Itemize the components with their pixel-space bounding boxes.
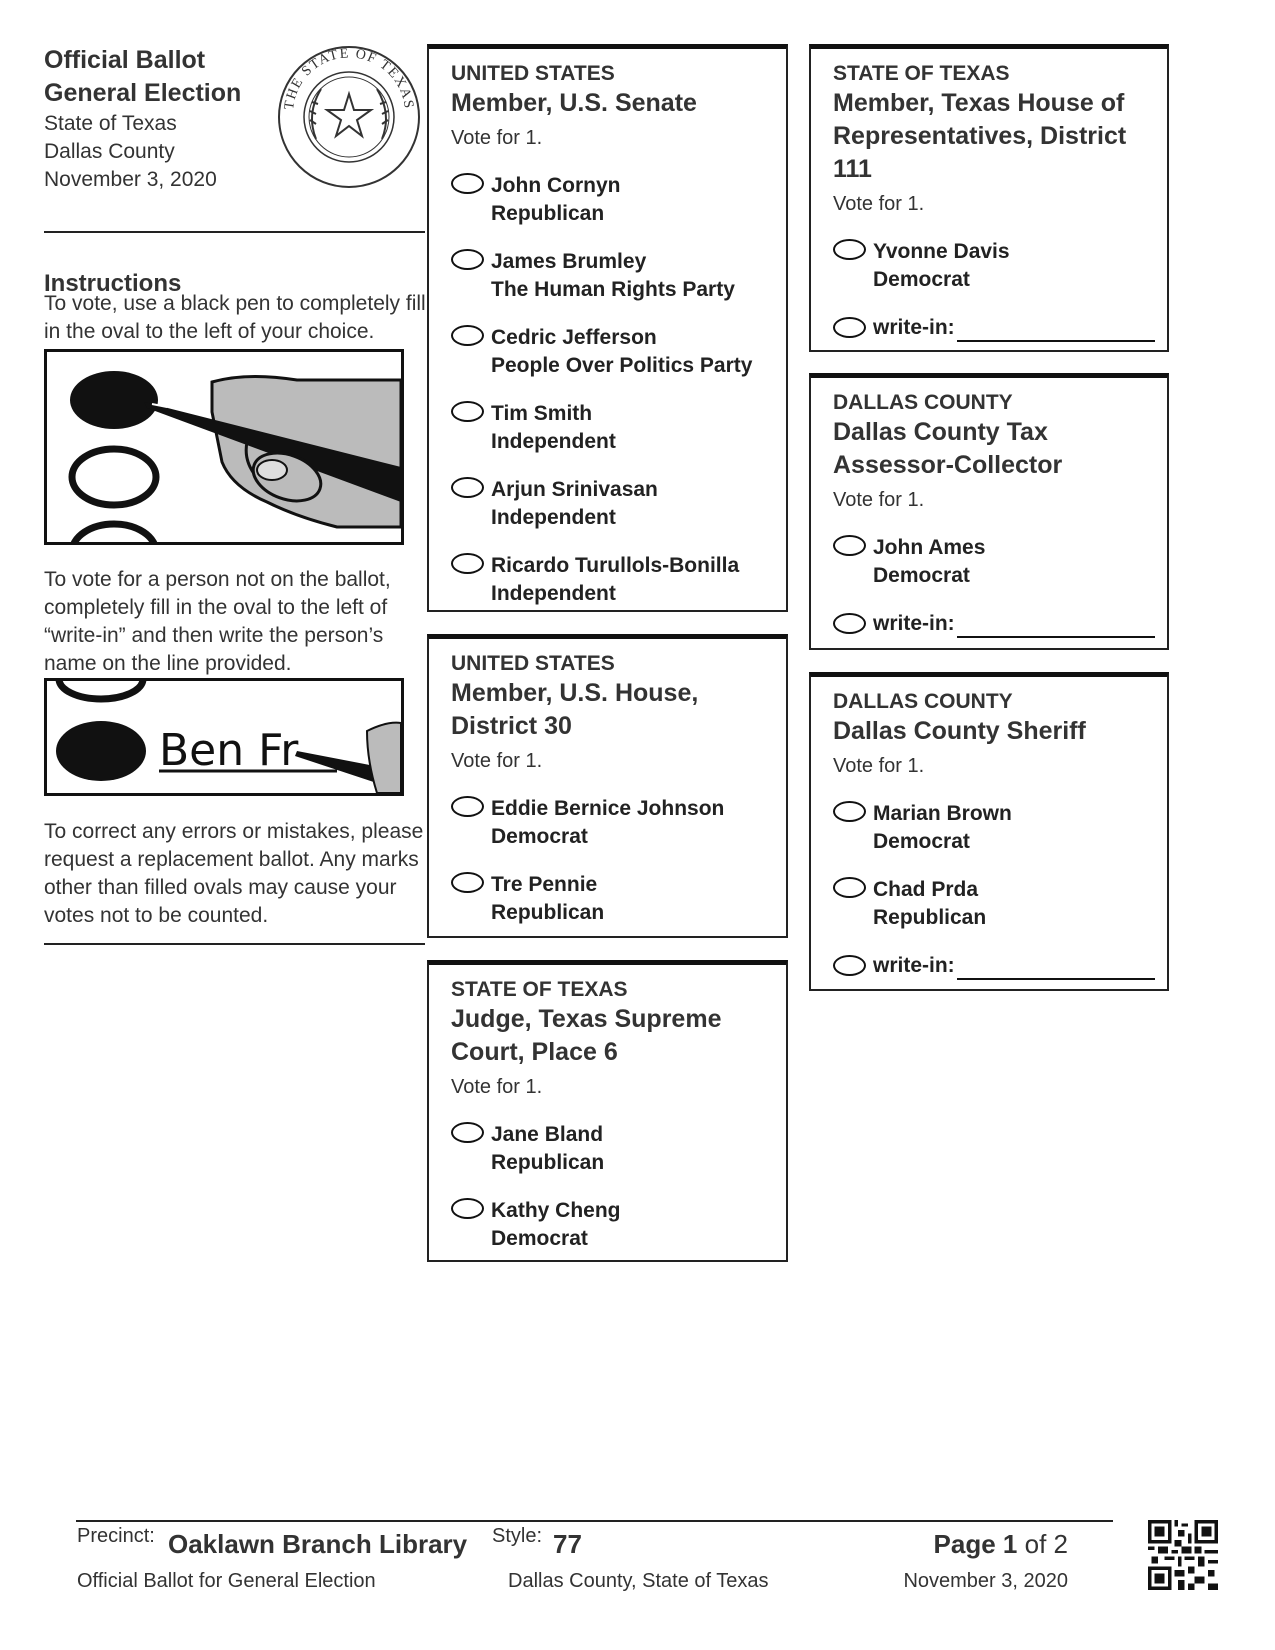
svg-text:THE STATE OF TEXAS (282, 46, 416, 110)
candidate-party: Democrat (873, 564, 970, 587)
candidate-name: Marian Brown (873, 802, 1012, 825)
write-in-line[interactable] (957, 978, 1155, 980)
candidate-name: James Brumley (491, 250, 647, 273)
candidate-option[interactable] (833, 876, 1147, 932)
qr-code-icon (1148, 1520, 1218, 1590)
candidate-party: Republican (873, 906, 987, 929)
candidate-name: Chad Prda (873, 878, 979, 901)
candidate-party: Democrat (873, 830, 970, 853)
page-number: 1 (1002, 1529, 1018, 1559)
contest-jurisdiction: DALLAS COUNTY (833, 391, 1013, 414)
write-in-label: write-in: (873, 954, 955, 977)
seal-text: THE STATE OF TEXAS (282, 46, 416, 111)
write-in-illustration (44, 678, 404, 796)
precinct-label: Precinct: (77, 1525, 155, 1547)
candidate-option[interactable] (451, 871, 766, 927)
candidate-option[interactable] (833, 238, 1147, 294)
candidate-party: Independent (491, 506, 616, 529)
vote-instruction: Vote for 1. (833, 489, 925, 511)
write-in-label: write-in: (873, 316, 955, 339)
candidate-option[interactable] (451, 795, 766, 851)
contest-jurisdiction: STATE OF TEXAS (451, 978, 628, 1001)
pen-hand-icon (47, 352, 401, 542)
page-total: of 2 (1024, 1529, 1068, 1559)
candidate-option[interactable] (451, 400, 766, 456)
contest-office: Dallas County Sheriff (833, 717, 1086, 745)
county-name: Dallas County (44, 140, 175, 163)
candidate-name: Tim Smith (491, 402, 593, 425)
vote-oval[interactable] (451, 796, 484, 817)
vote-oval[interactable] (833, 535, 866, 556)
vote-oval[interactable] (833, 613, 866, 634)
candidate-name: John Ames (873, 536, 986, 559)
vote-oval[interactable] (833, 801, 866, 822)
contest-office: Dallas County Tax Assessor-Collector (833, 418, 1063, 479)
state-name: State of Texas (44, 112, 177, 135)
vote-instruction: Vote for 1. (833, 755, 925, 777)
contest-jurisdiction: DALLAS COUNTY (833, 690, 1013, 713)
vote-instruction: Vote for 1. (451, 127, 543, 149)
candidate-option[interactable] (451, 248, 766, 304)
contest-jurisdiction: STATE OF TEXAS (833, 62, 1010, 85)
divider (44, 943, 425, 945)
candidate-option[interactable] (451, 1197, 766, 1253)
candidate-name: Jane Bland (491, 1123, 604, 1146)
candidate-option[interactable] (451, 324, 766, 380)
write-in-example-text: Ben Fr (159, 725, 299, 776)
vote-instruction: Vote for 1. (833, 193, 925, 215)
fill-oval-illustration (44, 349, 404, 545)
candidate-name: John Cornyn (491, 174, 621, 197)
candidate-name: Kathy Cheng (491, 1199, 621, 1222)
contest-texas-house (809, 44, 1169, 352)
candidate-party: People Over Politics Party (491, 354, 753, 377)
contest-office: Member, Texas House of Representatives, District 111 (833, 89, 1127, 183)
vote-oval[interactable] (451, 1198, 484, 1219)
candidate-party: Democrat (491, 1227, 588, 1250)
candidate-name: Cedric Jefferson (491, 326, 657, 349)
vote-oval[interactable] (833, 317, 866, 338)
vote-oval[interactable] (451, 325, 484, 346)
candidate-party: The Human Rights Party (491, 278, 735, 301)
election-date: November 3, 2020 (44, 168, 217, 191)
vote-oval[interactable] (833, 955, 866, 976)
vote-oval[interactable] (451, 173, 484, 194)
candidate-option[interactable] (833, 800, 1147, 856)
contest-us-senate (427, 44, 788, 612)
candidate-name: Ricardo Turullols-Bonilla (491, 554, 740, 577)
contest-sheriff (809, 672, 1169, 991)
precinct-name: Oaklawn Branch Library (168, 1529, 468, 1559)
texas-seal-icon (276, 44, 422, 190)
candidate-name: Tre Pennie (491, 873, 598, 896)
candidate-option[interactable] (451, 1121, 766, 1177)
page-word: Page (933, 1529, 996, 1559)
vote-oval[interactable] (451, 1122, 484, 1143)
footer-caption-right: November 3, 2020 (903, 1570, 1068, 1592)
contest-tax-assessor (809, 373, 1169, 650)
candidate-name: Arjun Srinivasan (491, 478, 658, 501)
candidate-party: Democrat (491, 825, 588, 848)
candidate-party: Independent (491, 430, 616, 453)
vote-instruction: Vote for 1. (451, 1076, 543, 1098)
candidate-option[interactable] (451, 552, 766, 608)
write-in-option[interactable] (833, 316, 1147, 346)
contest-texas-supreme-court (427, 960, 788, 1262)
vote-oval[interactable] (451, 401, 484, 422)
contest-jurisdiction: UNITED STATES (451, 652, 615, 675)
candidate-name: Eddie Bernice Johnson (491, 797, 725, 820)
page-indicator (934, 1529, 1068, 1560)
candidate-party: Independent (491, 582, 616, 605)
instructions-paragraph-3: To correct any errors or mistakes, please request a replacement ballot. Any marks other than filled ovals may cause your votes not to be counted. (44, 820, 424, 927)
write-in-option[interactable] (833, 954, 1147, 984)
vote-oval[interactable] (451, 872, 484, 893)
contest-office: Member, U.S. House, District 30 (451, 679, 699, 740)
ballot-title: Official Ballot (44, 46, 206, 74)
candidate-party: Democrat (873, 268, 970, 291)
contest-jurisdiction: UNITED STATES (451, 62, 615, 85)
vote-oval[interactable] (451, 249, 484, 270)
footer-caption-middle: Dallas County, State of Texas (508, 1570, 769, 1592)
candidate-name: Yvonne Davis (873, 240, 1010, 263)
style-number: 77 (553, 1529, 582, 1559)
candidate-party: Republican (491, 1151, 605, 1174)
candidate-option[interactable] (451, 476, 766, 532)
vote-oval[interactable] (451, 553, 484, 574)
instructions-paragraph-1: To vote, use a black pen to completely fill in the oval to the left of your choice. (44, 292, 426, 343)
candidate-party: Republican (491, 901, 605, 924)
footer-divider (76, 1520, 1113, 1522)
write-in-line[interactable] (957, 636, 1155, 638)
instructions-title: Instructions (44, 270, 182, 297)
style-label: Style: (492, 1525, 543, 1547)
contest-office: Judge, Texas Supreme Court, Place 6 (451, 1005, 722, 1066)
write-in-pen-icon (47, 681, 401, 793)
instructions-paragraph-2: To vote for a person not on the ballot, completely fill in the oval to the left of “write-in” and then write the person’s name on the line provided. (44, 568, 391, 675)
write-in-option[interactable] (833, 612, 1147, 642)
footer-caption-left: Official Ballot for General Election (77, 1570, 376, 1592)
write-in-line[interactable] (957, 340, 1155, 342)
divider (44, 231, 425, 233)
vote-instruction: Vote for 1. (451, 750, 543, 772)
vote-oval[interactable] (451, 477, 484, 498)
contest-us-house (427, 634, 788, 938)
candidate-option[interactable] (451, 172, 766, 228)
vote-oval[interactable] (833, 877, 866, 898)
ballot-header (44, 44, 424, 194)
contest-office: Member, U.S. Senate (451, 89, 697, 117)
candidate-party: Republican (491, 202, 605, 225)
candidate-option[interactable] (833, 534, 1147, 590)
election-name: General Election (44, 79, 242, 107)
vote-oval[interactable] (833, 239, 866, 260)
write-in-label: write-in: (873, 612, 955, 635)
